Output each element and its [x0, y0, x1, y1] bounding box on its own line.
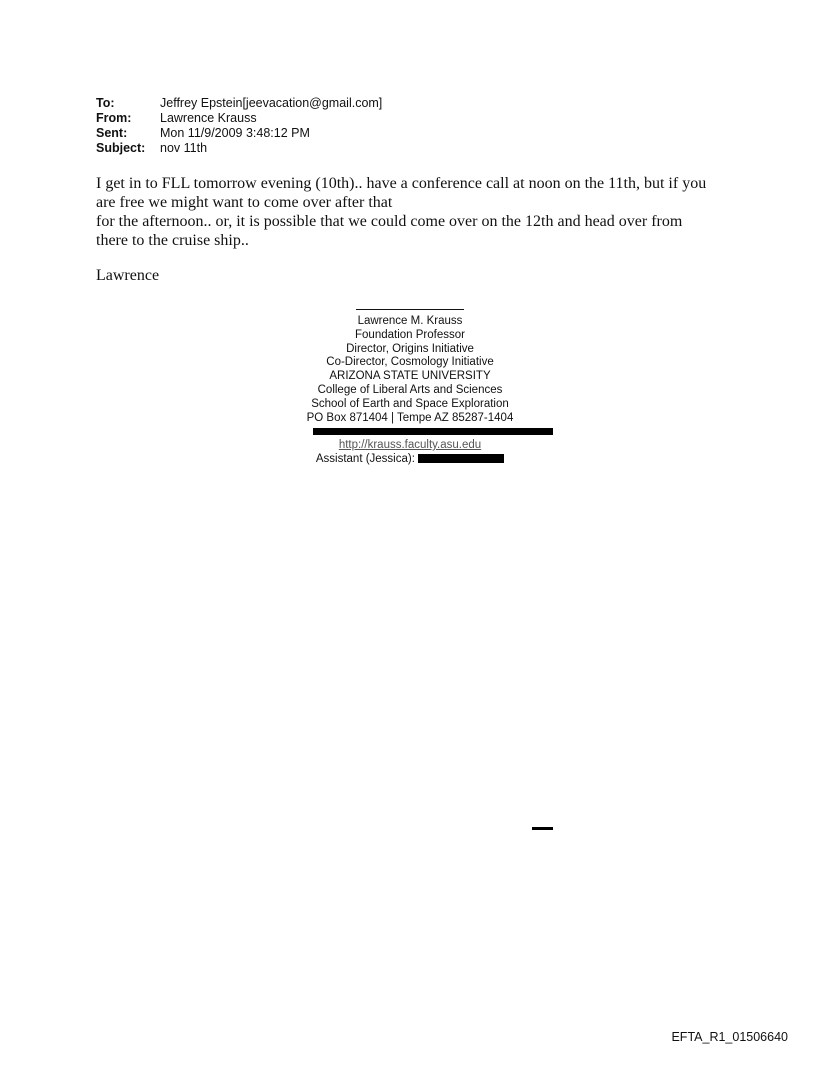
to-row: [96, 96, 382, 111]
subject-label: Subject:: [96, 141, 146, 155]
from-row: [96, 111, 382, 126]
redaction-bar: [313, 428, 553, 435]
from-value: Lawrence Krauss: [160, 111, 257, 125]
signature-university: ARIZONA STATE UNIVERSITY: [329, 370, 491, 383]
signature-title-2: Director, Origins Initiative: [346, 342, 474, 355]
sent-row: [96, 126, 382, 141]
sent-label: Sent:: [96, 126, 128, 140]
redaction-bar: [418, 454, 504, 463]
sent-value: Mon 11/9/2009 3:48:12 PM: [160, 126, 310, 140]
email-signature: [240, 309, 580, 467]
subject-value: nov 11th: [160, 141, 208, 155]
body-line: I get in to FLL tomorrow evening (10th).. have a conference call at noon on the 11th, but if you: [96, 175, 707, 192]
signature-college: College of Liberal Arts and Sciences: [317, 383, 503, 396]
signoff: Lawrence: [96, 267, 160, 284]
website-link[interactable]: http://krauss.faculty.asu.edu: [338, 439, 482, 452]
to-value: Jeffrey Epstein[jeevacation@gmail.com]: [160, 96, 383, 110]
signature-address: PO Box 871404 | Tempe AZ 85287-1404: [306, 411, 514, 424]
body-line: for the afternoon.. or, it is possible that we could come over on the 12th and head over from: [96, 213, 683, 230]
signature-rule: [356, 309, 464, 310]
from-label: From:: [96, 111, 132, 125]
signature-title-3: Co-Director, Cosmology Initiative: [326, 356, 494, 369]
redaction-mark: [532, 827, 553, 830]
body-line: there to the cruise ship..: [96, 232, 249, 249]
redacted-contact-line: [240, 425, 580, 439]
body-line: are free we might want to come over after that: [96, 194, 393, 211]
document-id: EFTA_R1_01506640: [671, 1030, 788, 1044]
subject-row: [96, 141, 382, 156]
assistant-line: [240, 453, 580, 467]
signature-school: School of Earth and Space Exploration: [311, 397, 509, 410]
email-header: [96, 96, 382, 156]
to-label: To:: [96, 96, 115, 110]
signature-name: Lawrence M. Krauss: [357, 315, 463, 327]
assistant-label: Assistant (Jessica):: [315, 452, 415, 465]
email-body: [96, 174, 736, 250]
signature-title-1: Foundation Professor: [355, 328, 465, 341]
